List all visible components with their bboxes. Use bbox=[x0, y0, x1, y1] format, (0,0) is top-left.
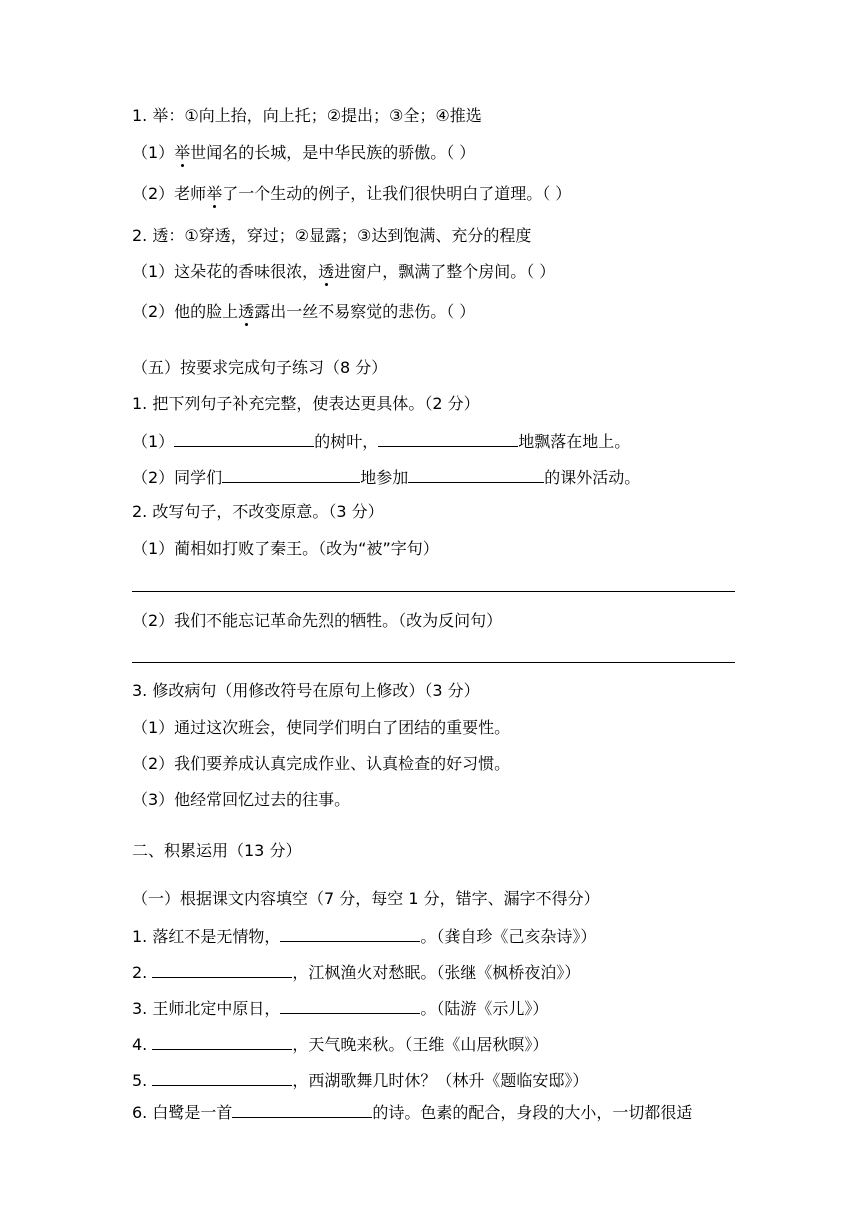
fill-item-3: 3. 王师北定中原日， 。（陆游《示儿》） bbox=[132, 999, 549, 1018]
s5-q3-header: 3. 修改病句（用修改符号在原句上修改）（3 分） bbox=[132, 681, 480, 700]
s5-q3-sentence-3: （3）他经常回忆过去的往事。 bbox=[132, 790, 351, 809]
part-2-title: 二、积累运用（13 分） bbox=[132, 841, 302, 860]
fill-blank[interactable] bbox=[280, 925, 420, 942]
s5-q1-line-1: （1） 的树叶， 地飘落在地上。 bbox=[132, 432, 631, 451]
question-tou-sentence-1: （1）这朵花的香味很浓，透进窗户，飘满了整个房间。（ ） bbox=[132, 262, 556, 281]
s5-q1-line-2: （2）同学们 地参加 的课外活动。 bbox=[132, 468, 641, 487]
fill-blank[interactable] bbox=[378, 430, 518, 447]
fill-blank[interactable] bbox=[408, 466, 544, 483]
question-tou-header: 2. 透：①穿透，穿过；②显露；③达到饱满、充分的程度 bbox=[132, 226, 532, 245]
question-ju-header: 1. 举：①向上抬，向上托；②提出；③全；④推选 bbox=[132, 106, 482, 125]
s5-q2-sentence-2: （2）我们不能忘记革命先烈的牺牲。（改为反问句） bbox=[132, 611, 503, 630]
fill-blank[interactable] bbox=[280, 997, 420, 1014]
question-ju-sentence-1: （1）举世闻名的长城，是中华民族的骄傲。（ ） bbox=[132, 143, 476, 162]
fill-blank[interactable] bbox=[152, 1069, 292, 1086]
answer-line[interactable] bbox=[132, 591, 735, 592]
fill-item-5: 5. ，西湖歌舞几时休？（林升《题临安邸》） bbox=[132, 1071, 589, 1090]
fill-blank[interactable] bbox=[222, 466, 360, 483]
emphasis-char: 透 bbox=[318, 262, 335, 281]
s5-q1-header: 1. 把下列句子补充完整，使表达更具体。（2 分） bbox=[132, 394, 480, 413]
fill-item-2: 2. ，江枫渔火对愁眠。（张继《枫桥夜泊》） bbox=[132, 963, 581, 982]
part-2-sub-1-title: （一）根据课文内容填空（7 分，每空 1 分，错字、漏字不得分） bbox=[132, 889, 600, 908]
fill-blank[interactable] bbox=[174, 430, 314, 447]
fill-blank[interactable] bbox=[152, 1033, 292, 1050]
fill-blank[interactable] bbox=[232, 1101, 372, 1118]
s5-q3-sentence-2: （2）我们要养成认真完成作业、认真检查的好习惯。 bbox=[132, 754, 511, 773]
emphasis-char: 举 bbox=[206, 184, 223, 203]
question-tou-sentence-2: （2）他的脸上透露出一丝不易察觉的悲伤。（ ） bbox=[132, 302, 476, 321]
s5-q3-sentence-1: （1）通过这次班会，使同学们明白了团结的重要性。 bbox=[132, 718, 511, 737]
fill-item-6: 6. 白鹭是一首 的诗。色素的配合，身段的大小，一切都很适 bbox=[132, 1103, 693, 1122]
emphasis-char: 举 bbox=[174, 143, 191, 162]
section-5-title: （五）按要求完成句子练习（8 分） bbox=[132, 358, 388, 377]
answer-line[interactable] bbox=[132, 662, 735, 663]
s5-q2-sentence-1: （1）蔺相如打败了秦王。（改为“被”字句） bbox=[132, 539, 439, 558]
emphasis-char: 透 bbox=[238, 302, 255, 321]
fill-item-1: 1. 落红不是无情物， 。（龚自珍《己亥杂诗》） bbox=[132, 927, 597, 946]
fill-item-4: 4. ，天气晚来秋。（王维《山居秋暝》） bbox=[132, 1035, 549, 1054]
fill-blank[interactable] bbox=[152, 961, 292, 978]
s5-q2-header: 2. 改写句子，不改变原意。（3 分） bbox=[132, 502, 384, 521]
question-ju-sentence-2: （2）老师举了一个生动的例子，让我们很快明白了道理。（ ） bbox=[132, 184, 572, 203]
